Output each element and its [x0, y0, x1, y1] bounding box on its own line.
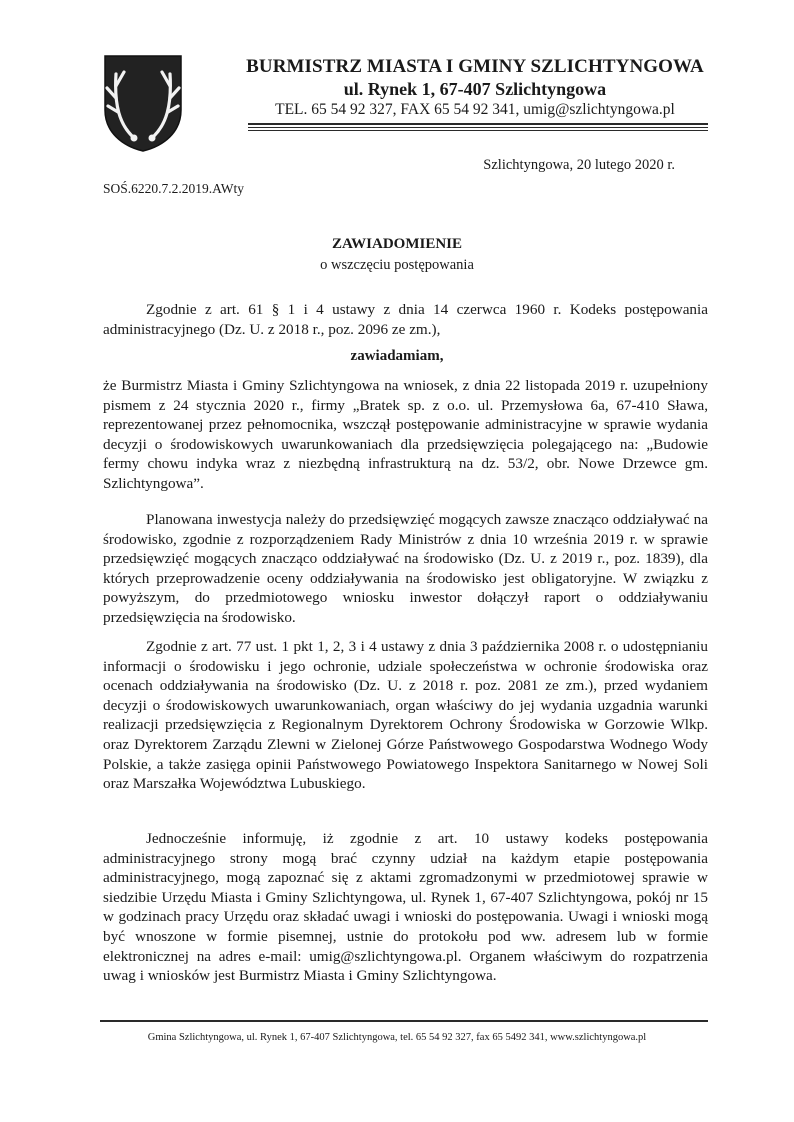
footer-divider: [100, 1020, 708, 1022]
body-paragraph: Jednocześnie informuję, iż zgodnie z art. 10 ustawy kodeks postępowania administracyjnego strony mogą brać czynny udział na każdym etapie postępowania administracyjnego, mogą zapoznać się z aktami zgromadzonymi w przedmiotowej sprawie w siedzibie Urzędu Miasta i Gminy Szlichtyngowa, ul. Rynek 1, 67-407 Szlichtyngowa, pokój nr 15 w godzinach pracy Urzędu oraz składać uwagi i wnioski do postępowania. Uwagi i wnioski mogą być wnoszone w formie pisemnej, ustnie do protokołu pod ww. adresem lub w formie elektronicznej na adres e-mail: umig@szlichtyngowa.pl. Organem właściwym do rozpatrzenia uwag i wniosków jest Burmistrz Miasta i Gminy Szlichtyngowa.: [103, 830, 708, 985]
intro-paragraph: Zgodnie z art. 61 § 1 i 4 ustawy z dnia 14 czerwca 1960 r. Kodeks postępowania administracyjnego (Dz. U. z 2018 r., poz. 2096 ze zm.),: [103, 301, 708, 338]
document-subtitle: o wszczęciu postępowania: [320, 257, 474, 273]
header-divider: [248, 127, 708, 128]
body-paragraph: że Burmistrz Miasta i Gminy Szlichtyngowa na wniosek, z dnia 22 listopada 2019 r. uzupełniony pismem z 24 stycznia 2020 r., firmy „Bratek sp. z o.o. ul. Przemysłowa 6a, 67-410 Sława, reprezentowanej przez pełnomocnika, wszczął postępowanie administracyjne w sprawie wydania decyzji o środowiskowych uwarunkowaniach dla przedsięwzięcia polegającego na: „Budowie fermy chowu indyka wraz z niezbędną infrastrukturą na dz. 53/2, obr. Nowe Drzewce gm. Szlichtyngowa”.: [103, 377, 708, 492]
document-title: ZAWIADOMIENIE: [331, 236, 463, 252]
reference-number: SOŚ.6220.7.2.2019.AWty: [103, 181, 245, 196]
declaration: zawiadamiam,: [350, 348, 444, 364]
body-paragraph: Planowana inwestycja należy do przedsięwzięć mogących zawsze znacząco oddziaływać na środowisko, zgodnie z rozporządzeniem Rady Ministrów z dnia 10 września 2019 r. w sprawie przedsięwzięć mogących znacząco oddziaływać na środowisko (Dz. U. z 2019 r., poz. 1839), dla których przeprowadzenie oceny oddziaływania na środowisko jest obligatoryjne. W związku z powyższym, do przedmiotowego wniosku inwestor dołączył raport o oddziaływaniu przedsięwzięcia na środowisko.: [103, 511, 708, 626]
body-paragraph: Zgodnie z art. 77 ust. 1 pkt 1, 2, 3 i 4 ustawy z dnia 3 października 2008 r. o udostępnianiu informacji o środowisku i jego ochronie, udziale społeczeństwa w ochronie środowiska oraz ocenach oddziaływania na środowisko (Dz. U. z 2018 r. poz. 2081 ze zm.), przed wydaniem decyzji o środowiskowych uwarunkowaniach, organ właściwy do jej wydania uzgadnia warunki realizacji przedsięwzięcia z Regionalnym Dyrektorem Ochrony Środowiska w Gorzowie Wlkp. oraz Dyrektorem Zarządu Zlewni w Zielonej Górze Państwowego Gospodarstwa Wodnego Wody Polskie, a także zasięga opinii Państwowego Powiatowego Inspektora Sanitarnego w Nowej Soli oraz Marszałka Województwa Lubuskiego.: [103, 638, 708, 793]
office-address: ul. Rynek 1, 67-407 Szlichtyngowa: [343, 79, 607, 99]
document-date: Szlichtyngowa, 20 lutego 2020 r.: [483, 157, 675, 173]
office-name: BURMISTRZ MIASTA I GMINY SZLICHTYNGOWA: [246, 56, 704, 77]
header-divider: [248, 130, 708, 131]
header-divider: [248, 123, 708, 125]
coat-of-arms-icon: [102, 54, 184, 152]
footer-text: Gmina Szlichtyngowa, ul. Rynek 1, 67-407 Szlichtyngowa, tel. 65 54 92 327, fax 65 5492 341, www.szlichtyngowa.pl: [147, 1032, 647, 1043]
office-contact: TEL. 65 54 92 327, FAX 65 54 92 341, umig@szlichtyngowa.pl: [275, 101, 675, 118]
